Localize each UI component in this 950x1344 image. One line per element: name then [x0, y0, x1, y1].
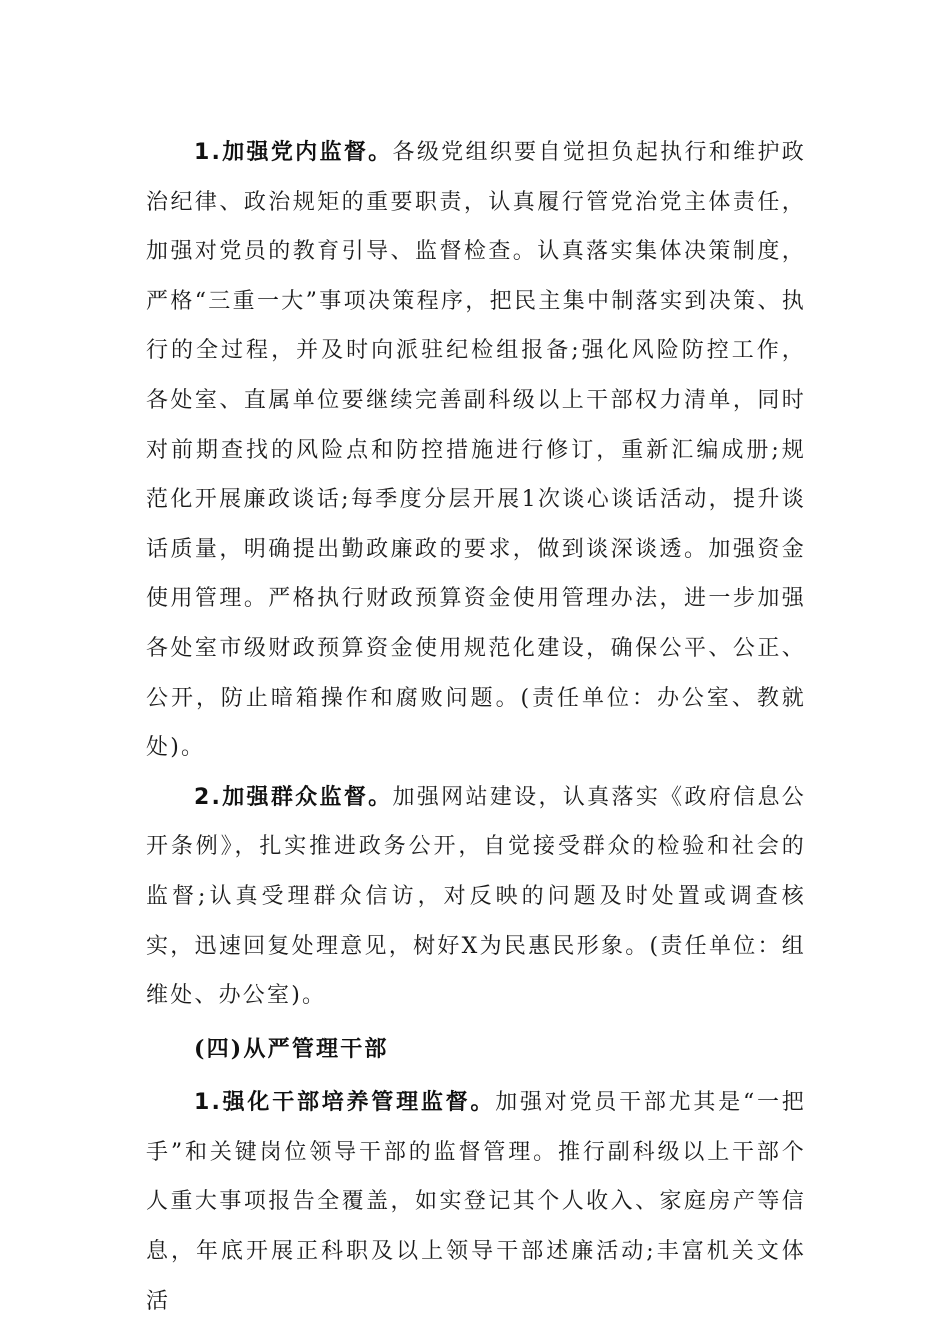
paragraph-public-supervision [146, 773, 806, 1021]
paragraph-text: 加强网站建设，认真落实《政府信息公开条例》，扎实推进政务公开，自觉接受群众的检验和社会的监督;认真受理群众信访，对反映的问题及时处置或调查核实，迅速回复处理意见，树好X为民惠民形象。(责任单位：组维处、办公室)。 [146, 784, 807, 1009]
paragraph-party-supervision [146, 128, 806, 773]
paragraph-lead-title: 2.加强群众监督。 [194, 784, 393, 810]
paragraph-text: 各级党组织要自觉担负起执行和维护政治纪律、政治规矩的重要职责，认真履行管党治党主体责任，加强对党员的教育引导、监督检查。认真落实集体决策制度，严格“三重一大”事项决策程序，把民主集中制落实到决策、执行的全过程，并及时向派驻纪检组报备;强化风险防控工作，各处室、直属单位要继续完善副科级以上干部权力清单，同时对前期查找的风险点和防控措施进行修订，重新汇编成册;规范化开展廉政谈话;每季度分层开展1次谈心谈话活动，提升谈话质量，明确提出勤政廉政的要求，做到谈深谈透。加强资金使用管理。严格执行财政预算资金使用管理办法，进一步加强各处室市级财政预算资金使用规范化建设，确保公平、公正、公开，防止暗箱操作和腐败问题。(责任单位：办公室、教就处)。 [146, 140, 807, 761]
document-body [146, 128, 806, 1326]
paragraph-lead-title: 1.强化干部培养管理监督。 [194, 1090, 496, 1116]
paragraph-cadre-management [146, 1078, 806, 1326]
section-heading: (四)从严管理干部 [194, 1035, 389, 1062]
paragraph-text: 加强对党员干部尤其是“一把手”和关键岗位领导干部的监督管理。推行副科级以上干部个人重大事项报告全覆盖，如实登记其个人收入、家庭房产等信息，年底开展正科职及以上领导干部述廉活动;丰富机关文体活 [146, 1090, 806, 1314]
paragraph-lead-title: 1.加强党内监督。 [194, 140, 393, 165]
